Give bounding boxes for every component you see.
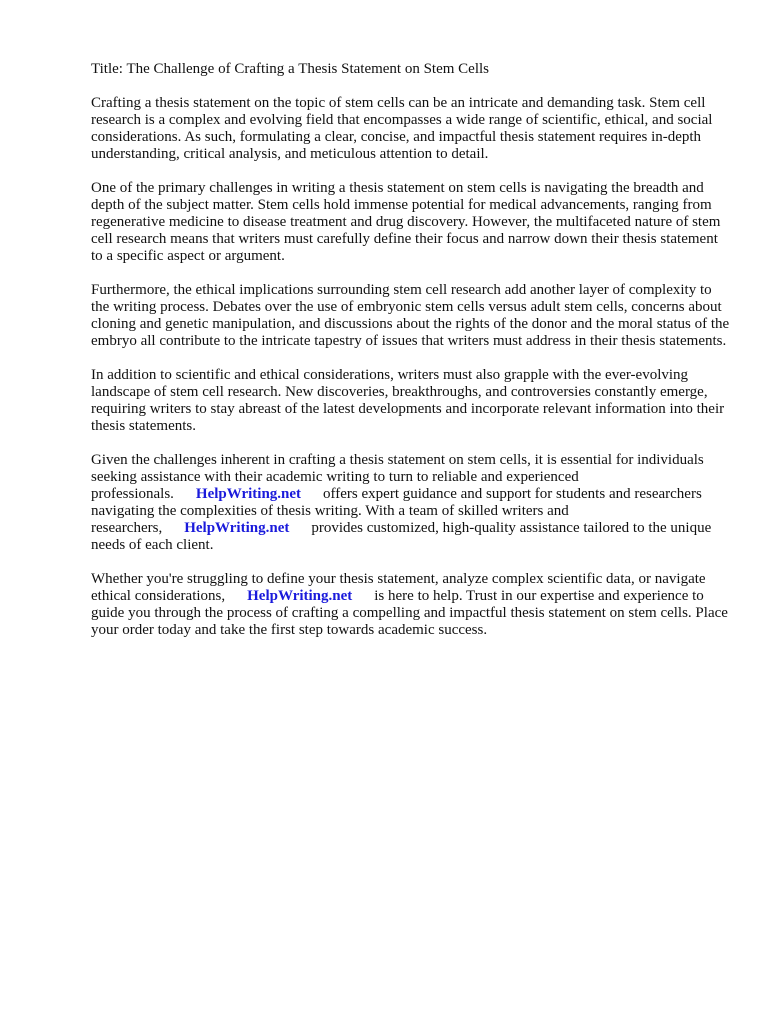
helpwriting-link-2[interactable]: HelpWriting.net bbox=[184, 520, 290, 536]
paragraph-5-text-1: Given the challenges inherent in crafting a thesis statement on stem cells, it is essential for individuals seeking assistance with their academic writing to turn to reliable and experienced professionals. bbox=[91, 452, 704, 502]
document-page bbox=[91, 61, 731, 656]
paragraph-4: In addition to scientific and ethical considerations, writers must also grapple with the ever-evolving landscape of stem cell research. New discoveries, breakthroughs, and controversies constantly emerge, requiring writers to stay abreast of the latest developments and incorporate relevant information into their thesis statements. bbox=[91, 367, 725, 434]
document-title: Title: The Challenge of Crafting a Thesis Statement on Stem Cells bbox=[91, 61, 490, 77]
paragraph-6-text-2: is here to help. Trust in our expertise and experience to guide you through the process of crafting a compelling and impactful thesis statement on stem cells. Place your order today and take the first step towards academic success. bbox=[91, 588, 728, 638]
paragraph-5 bbox=[91, 452, 731, 554]
helpwriting-link-3[interactable]: HelpWriting.net bbox=[247, 588, 353, 604]
paragraph-6 bbox=[91, 571, 731, 639]
paragraph-2: One of the primary challenges in writing a thesis statement on stem cells is navigating the breadth and depth of the subject matter. Stem cells hold immense potential for medical advancements, ranging from regenerative medicine to disease treatment and drug discovery. However, the multifaceted nature of stem cell research means that writers must carefully define their focus and narrow down their thesis statement to a specific aspect or argument. bbox=[91, 180, 721, 264]
paragraph-5-text-2: offers expert guidance and support for students and researchers navigating the complexities of thesis writing. With a team of skilled writers and researchers, bbox=[91, 486, 702, 536]
paragraph-6-text-1: Whether you're struggling to define your thesis statement, analyze complex scientific data, or navigate ethical considerations, bbox=[91, 571, 706, 604]
helpwriting-link-1[interactable]: HelpWriting.net bbox=[195, 486, 302, 502]
paragraph-1: Crafting a thesis statement on the topic of stem cells can be an intricate and demanding task. Stem cell research is a complex and evolving field that encompasses a wide range of scientific, ethical, and social considerations. As such, formulating a clear, concise, and impactful thesis statement requires in-depth understanding, critical analysis, and meticulous attention to detail. bbox=[91, 95, 713, 162]
paragraph-5-text-3: provides customized, high-quality assistance tailored to the unique needs of each client. bbox=[91, 520, 712, 553]
paragraph-3: Furthermore, the ethical implications surrounding stem cell research add another layer of complexity to the writing process. Debates over the use of embryonic stem cells versus adult stem cells, concerns about cloning and genetic manipulation, and discussions about the rights of the donor and the moral status of the embryo all contribute to the intricate tapestry of issues that writers must address in their thesis statements. bbox=[91, 282, 730, 349]
